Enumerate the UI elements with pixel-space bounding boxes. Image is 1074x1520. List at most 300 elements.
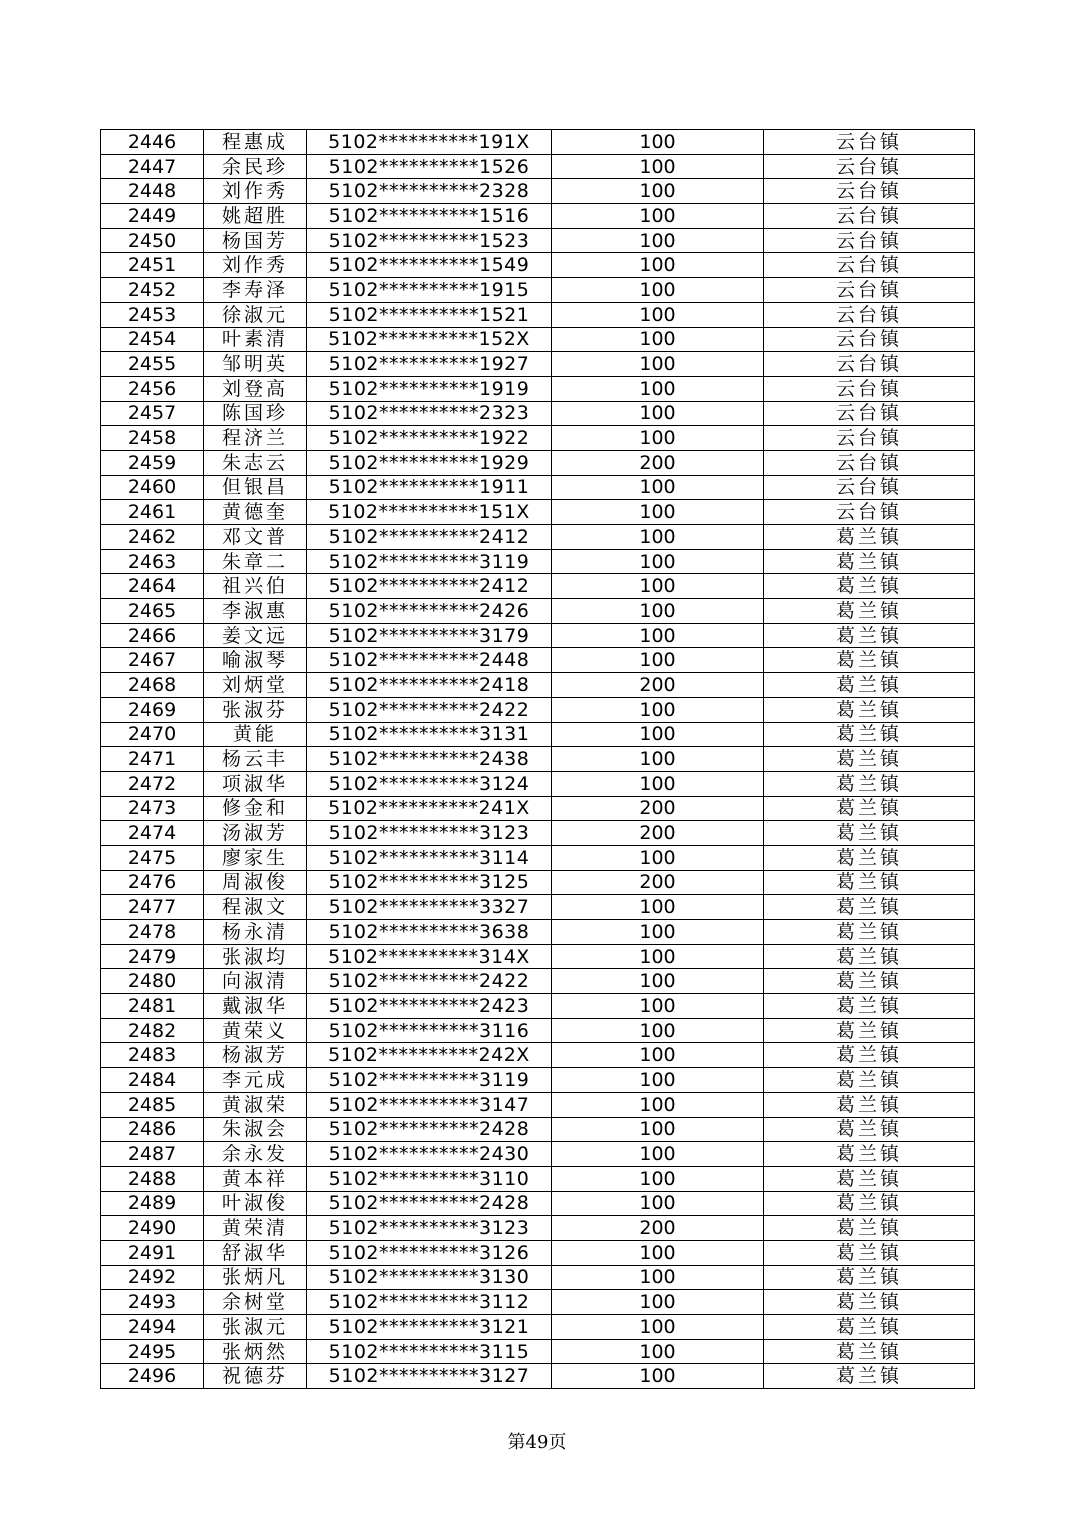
table-row bbox=[101, 1043, 975, 1068]
table-row bbox=[101, 228, 975, 253]
amount-cell: 100 bbox=[552, 352, 764, 377]
id-number-cell: 5102**********2422 bbox=[307, 697, 552, 722]
town-cell: 葛兰镇 bbox=[764, 1117, 975, 1142]
row-index-cell: 2457 bbox=[101, 401, 204, 426]
amount-cell: 100 bbox=[552, 525, 764, 550]
name-cell: 姜文远 bbox=[204, 623, 307, 648]
town-cell: 葛兰镇 bbox=[764, 549, 975, 574]
row-index-cell: 2461 bbox=[101, 500, 204, 525]
town-cell: 云台镇 bbox=[764, 327, 975, 352]
table-row bbox=[101, 130, 975, 155]
id-number-cell: 5102**********1927 bbox=[307, 352, 552, 377]
id-number-cell: 5102**********3115 bbox=[307, 1339, 552, 1364]
town-cell: 云台镇 bbox=[764, 426, 975, 451]
table-row bbox=[101, 747, 975, 772]
amount-cell: 100 bbox=[552, 574, 764, 599]
town-cell: 云台镇 bbox=[764, 500, 975, 525]
table-row bbox=[101, 1364, 975, 1389]
town-cell: 云台镇 bbox=[764, 450, 975, 475]
town-cell: 葛兰镇 bbox=[764, 845, 975, 870]
town-cell: 葛兰镇 bbox=[764, 771, 975, 796]
table-row bbox=[101, 204, 975, 229]
name-cell: 杨国芳 bbox=[204, 228, 307, 253]
table-row bbox=[101, 253, 975, 278]
id-number-cell: 5102**********3124 bbox=[307, 771, 552, 796]
row-index-cell: 2479 bbox=[101, 944, 204, 969]
town-cell: 葛兰镇 bbox=[764, 1290, 975, 1315]
name-cell: 周淑俊 bbox=[204, 870, 307, 895]
amount-cell: 100 bbox=[552, 154, 764, 179]
amount-cell: 100 bbox=[552, 1018, 764, 1043]
name-cell: 程济兰 bbox=[204, 426, 307, 451]
amount-cell: 100 bbox=[552, 1092, 764, 1117]
row-index-cell: 2458 bbox=[101, 426, 204, 451]
town-cell: 葛兰镇 bbox=[764, 673, 975, 698]
town-cell: 葛兰镇 bbox=[764, 1339, 975, 1364]
id-number-cell: 5102**********2423 bbox=[307, 994, 552, 1019]
name-cell: 廖家生 bbox=[204, 845, 307, 870]
table-row bbox=[101, 697, 975, 722]
amount-cell: 100 bbox=[552, 1364, 764, 1389]
amount-cell: 100 bbox=[552, 228, 764, 253]
id-number-cell: 5102**********2448 bbox=[307, 648, 552, 673]
name-cell: 黄荣清 bbox=[204, 1216, 307, 1241]
row-index-cell: 2455 bbox=[101, 352, 204, 377]
amount-cell: 100 bbox=[552, 401, 764, 426]
table-row bbox=[101, 969, 975, 994]
id-number-cell: 5102**********1915 bbox=[307, 278, 552, 303]
table-row bbox=[101, 648, 975, 673]
name-cell: 李淑惠 bbox=[204, 599, 307, 624]
name-cell: 舒淑华 bbox=[204, 1240, 307, 1265]
town-cell: 云台镇 bbox=[764, 154, 975, 179]
amount-cell: 100 bbox=[552, 500, 764, 525]
name-cell: 但银昌 bbox=[204, 475, 307, 500]
table-row bbox=[101, 426, 975, 451]
town-cell: 葛兰镇 bbox=[764, 969, 975, 994]
row-index-cell: 2478 bbox=[101, 920, 204, 945]
table-row bbox=[101, 1191, 975, 1216]
amount-cell: 100 bbox=[552, 204, 764, 229]
amount-cell: 100 bbox=[552, 599, 764, 624]
name-cell: 朱志云 bbox=[204, 450, 307, 475]
amount-cell: 100 bbox=[552, 944, 764, 969]
amount-cell: 100 bbox=[552, 1166, 764, 1191]
table-body bbox=[101, 130, 975, 1389]
row-index-cell: 2476 bbox=[101, 870, 204, 895]
table-row bbox=[101, 549, 975, 574]
town-cell: 葛兰镇 bbox=[764, 1216, 975, 1241]
row-index-cell: 2488 bbox=[101, 1166, 204, 1191]
name-cell: 刘登高 bbox=[204, 376, 307, 401]
amount-cell: 100 bbox=[552, 1043, 764, 1068]
amount-cell: 200 bbox=[552, 796, 764, 821]
town-cell: 葛兰镇 bbox=[764, 870, 975, 895]
table-row bbox=[101, 1068, 975, 1093]
name-cell: 张淑元 bbox=[204, 1315, 307, 1340]
row-index-cell: 2459 bbox=[101, 450, 204, 475]
name-cell: 杨云丰 bbox=[204, 747, 307, 772]
id-number-cell: 5102**********1911 bbox=[307, 475, 552, 500]
row-index-cell: 2460 bbox=[101, 475, 204, 500]
amount-cell: 100 bbox=[552, 771, 764, 796]
amount-cell: 100 bbox=[552, 376, 764, 401]
name-cell: 徐淑元 bbox=[204, 302, 307, 327]
town-cell: 葛兰镇 bbox=[764, 1166, 975, 1191]
table-row bbox=[101, 623, 975, 648]
town-cell: 葛兰镇 bbox=[764, 1315, 975, 1340]
id-number-cell: 5102**********3114 bbox=[307, 845, 552, 870]
town-cell: 云台镇 bbox=[764, 130, 975, 155]
amount-cell: 100 bbox=[552, 278, 764, 303]
row-index-cell: 2490 bbox=[101, 1216, 204, 1241]
row-index-cell: 2463 bbox=[101, 549, 204, 574]
row-index-cell: 2450 bbox=[101, 228, 204, 253]
row-index-cell: 2495 bbox=[101, 1339, 204, 1364]
town-cell: 葛兰镇 bbox=[764, 920, 975, 945]
data-table bbox=[100, 129, 975, 1389]
amount-cell: 100 bbox=[552, 130, 764, 155]
id-number-cell: 5102**********1929 bbox=[307, 450, 552, 475]
row-index-cell: 2496 bbox=[101, 1364, 204, 1389]
name-cell: 汤淑芳 bbox=[204, 821, 307, 846]
amount-cell: 100 bbox=[552, 747, 764, 772]
name-cell: 余永发 bbox=[204, 1142, 307, 1167]
town-cell: 云台镇 bbox=[764, 401, 975, 426]
table-row bbox=[101, 450, 975, 475]
amount-cell: 100 bbox=[552, 1240, 764, 1265]
row-index-cell: 2471 bbox=[101, 747, 204, 772]
table-row bbox=[101, 376, 975, 401]
town-cell: 葛兰镇 bbox=[764, 648, 975, 673]
name-cell: 黄淑荣 bbox=[204, 1092, 307, 1117]
id-number-cell: 5102**********2328 bbox=[307, 179, 552, 204]
name-cell: 程惠成 bbox=[204, 130, 307, 155]
id-number-cell: 5102**********3126 bbox=[307, 1240, 552, 1265]
name-cell: 陈国珍 bbox=[204, 401, 307, 426]
amount-cell: 100 bbox=[552, 895, 764, 920]
row-index-cell: 2477 bbox=[101, 895, 204, 920]
id-number-cell: 5102**********2430 bbox=[307, 1142, 552, 1167]
amount-cell: 100 bbox=[552, 179, 764, 204]
name-cell: 杨永清 bbox=[204, 920, 307, 945]
id-number-cell: 5102**********191X bbox=[307, 130, 552, 155]
amount-cell: 100 bbox=[552, 1339, 764, 1364]
row-index-cell: 2456 bbox=[101, 376, 204, 401]
amount-cell: 100 bbox=[552, 1068, 764, 1093]
id-number-cell: 5102**********3147 bbox=[307, 1092, 552, 1117]
table-row bbox=[101, 1117, 975, 1142]
row-index-cell: 2454 bbox=[101, 327, 204, 352]
id-number-cell: 5102**********3123 bbox=[307, 821, 552, 846]
row-index-cell: 2464 bbox=[101, 574, 204, 599]
amount-cell: 100 bbox=[552, 327, 764, 352]
table-row bbox=[101, 673, 975, 698]
town-cell: 葛兰镇 bbox=[764, 1265, 975, 1290]
row-index-cell: 2466 bbox=[101, 623, 204, 648]
name-cell: 邓文普 bbox=[204, 525, 307, 550]
amount-cell: 100 bbox=[552, 475, 764, 500]
town-cell: 葛兰镇 bbox=[764, 747, 975, 772]
amount-cell: 100 bbox=[552, 1142, 764, 1167]
town-cell: 葛兰镇 bbox=[764, 1191, 975, 1216]
amount-cell: 100 bbox=[552, 1265, 764, 1290]
id-number-cell: 5102**********3119 bbox=[307, 549, 552, 574]
id-number-cell: 5102**********3110 bbox=[307, 1166, 552, 1191]
town-cell: 葛兰镇 bbox=[764, 722, 975, 747]
table-row bbox=[101, 179, 975, 204]
row-index-cell: 2449 bbox=[101, 204, 204, 229]
row-index-cell: 2452 bbox=[101, 278, 204, 303]
row-index-cell: 2493 bbox=[101, 1290, 204, 1315]
amount-cell: 100 bbox=[552, 426, 764, 451]
id-number-cell: 5102**********241X bbox=[307, 796, 552, 821]
amount-cell: 200 bbox=[552, 450, 764, 475]
row-index-cell: 2470 bbox=[101, 722, 204, 747]
name-cell: 余民珍 bbox=[204, 154, 307, 179]
table-row bbox=[101, 1265, 975, 1290]
amount-cell: 100 bbox=[552, 623, 764, 648]
id-number-cell: 5102**********1919 bbox=[307, 376, 552, 401]
amount-cell: 100 bbox=[552, 1117, 764, 1142]
town-cell: 葛兰镇 bbox=[764, 1043, 975, 1068]
id-number-cell: 5102**********3127 bbox=[307, 1364, 552, 1389]
id-number-cell: 5102**********3123 bbox=[307, 1216, 552, 1241]
row-index-cell: 2491 bbox=[101, 1240, 204, 1265]
amount-cell: 100 bbox=[552, 1191, 764, 1216]
table-row bbox=[101, 895, 975, 920]
amount-cell: 100 bbox=[552, 1290, 764, 1315]
id-number-cell: 5102**********3179 bbox=[307, 623, 552, 648]
row-index-cell: 2468 bbox=[101, 673, 204, 698]
town-cell: 云台镇 bbox=[764, 204, 975, 229]
id-number-cell: 5102**********3121 bbox=[307, 1315, 552, 1340]
name-cell: 朱章二 bbox=[204, 549, 307, 574]
amount-cell: 100 bbox=[552, 648, 764, 673]
town-cell: 云台镇 bbox=[764, 376, 975, 401]
row-index-cell: 2486 bbox=[101, 1117, 204, 1142]
id-number-cell: 5102**********2438 bbox=[307, 747, 552, 772]
row-index-cell: 2483 bbox=[101, 1043, 204, 1068]
amount-cell: 200 bbox=[552, 1216, 764, 1241]
row-index-cell: 2487 bbox=[101, 1142, 204, 1167]
town-cell: 葛兰镇 bbox=[764, 944, 975, 969]
table-row bbox=[101, 1018, 975, 1043]
row-index-cell: 2451 bbox=[101, 253, 204, 278]
amount-cell: 100 bbox=[552, 845, 764, 870]
name-cell: 黄荣义 bbox=[204, 1018, 307, 1043]
town-cell: 云台镇 bbox=[764, 253, 975, 278]
name-cell: 余树堂 bbox=[204, 1290, 307, 1315]
town-cell: 葛兰镇 bbox=[764, 525, 975, 550]
id-number-cell: 5102**********3327 bbox=[307, 895, 552, 920]
id-number-cell: 5102**********3116 bbox=[307, 1018, 552, 1043]
name-cell: 喻淑琴 bbox=[204, 648, 307, 673]
name-cell: 邹明英 bbox=[204, 352, 307, 377]
table-row bbox=[101, 525, 975, 550]
row-index-cell: 2465 bbox=[101, 599, 204, 624]
row-index-cell: 2492 bbox=[101, 1265, 204, 1290]
name-cell: 祝德芬 bbox=[204, 1364, 307, 1389]
row-index-cell: 2473 bbox=[101, 796, 204, 821]
town-cell: 云台镇 bbox=[764, 302, 975, 327]
table-row bbox=[101, 1092, 975, 1117]
row-index-cell: 2480 bbox=[101, 969, 204, 994]
name-cell: 张炳然 bbox=[204, 1339, 307, 1364]
town-cell: 葛兰镇 bbox=[764, 1018, 975, 1043]
amount-cell: 100 bbox=[552, 722, 764, 747]
row-index-cell: 2448 bbox=[101, 179, 204, 204]
table-row bbox=[101, 1315, 975, 1340]
amount-cell: 200 bbox=[552, 821, 764, 846]
name-cell: 朱淑会 bbox=[204, 1117, 307, 1142]
town-cell: 葛兰镇 bbox=[764, 994, 975, 1019]
name-cell: 祖兴伯 bbox=[204, 574, 307, 599]
table-row bbox=[101, 722, 975, 747]
id-number-cell: 5102**********2428 bbox=[307, 1117, 552, 1142]
id-number-cell: 5102**********2412 bbox=[307, 525, 552, 550]
amount-cell: 100 bbox=[552, 549, 764, 574]
amount-cell: 100 bbox=[552, 302, 764, 327]
id-number-cell: 5102**********2428 bbox=[307, 1191, 552, 1216]
page-number: 第49页 bbox=[507, 1432, 567, 1453]
town-cell: 葛兰镇 bbox=[764, 1068, 975, 1093]
town-cell: 葛兰镇 bbox=[764, 1092, 975, 1117]
name-cell: 戴淑华 bbox=[204, 994, 307, 1019]
amount-cell: 200 bbox=[552, 870, 764, 895]
amount-cell: 200 bbox=[552, 673, 764, 698]
row-index-cell: 2482 bbox=[101, 1018, 204, 1043]
id-number-cell: 5102**********2412 bbox=[307, 574, 552, 599]
name-cell: 刘作秀 bbox=[204, 253, 307, 278]
town-cell: 葛兰镇 bbox=[764, 821, 975, 846]
row-index-cell: 2485 bbox=[101, 1092, 204, 1117]
id-number-cell: 5102**********242X bbox=[307, 1043, 552, 1068]
amount-cell: 100 bbox=[552, 920, 764, 945]
name-cell: 张淑均 bbox=[204, 944, 307, 969]
table-row bbox=[101, 944, 975, 969]
amount-cell: 100 bbox=[552, 994, 764, 1019]
id-number-cell: 5102**********3112 bbox=[307, 1290, 552, 1315]
table-row bbox=[101, 500, 975, 525]
town-cell: 葛兰镇 bbox=[764, 697, 975, 722]
town-cell: 云台镇 bbox=[764, 278, 975, 303]
row-index-cell: 2484 bbox=[101, 1068, 204, 1093]
table-row bbox=[101, 870, 975, 895]
table-row bbox=[101, 771, 975, 796]
table-row bbox=[101, 475, 975, 500]
id-number-cell: 5102**********1922 bbox=[307, 426, 552, 451]
name-cell: 叶淑俊 bbox=[204, 1191, 307, 1216]
table-row bbox=[101, 302, 975, 327]
table-row bbox=[101, 278, 975, 303]
row-index-cell: 2446 bbox=[101, 130, 204, 155]
table-row bbox=[101, 994, 975, 1019]
id-number-cell: 5102**********151X bbox=[307, 500, 552, 525]
name-cell: 黄能 bbox=[204, 722, 307, 747]
row-index-cell: 2472 bbox=[101, 771, 204, 796]
name-cell: 张淑芬 bbox=[204, 697, 307, 722]
name-cell: 刘作秀 bbox=[204, 179, 307, 204]
name-cell: 程淑文 bbox=[204, 895, 307, 920]
id-number-cell: 5102**********314X bbox=[307, 944, 552, 969]
amount-cell: 100 bbox=[552, 969, 764, 994]
id-number-cell: 5102**********2422 bbox=[307, 969, 552, 994]
id-number-cell: 5102**********2418 bbox=[307, 673, 552, 698]
name-cell: 项淑华 bbox=[204, 771, 307, 796]
table-row bbox=[101, 574, 975, 599]
name-cell: 黄本祥 bbox=[204, 1166, 307, 1191]
town-cell: 云台镇 bbox=[764, 352, 975, 377]
name-cell: 李寿泽 bbox=[204, 278, 307, 303]
row-index-cell: 2481 bbox=[101, 994, 204, 1019]
id-number-cell: 5102**********1523 bbox=[307, 228, 552, 253]
town-cell: 葛兰镇 bbox=[764, 796, 975, 821]
row-index-cell: 2494 bbox=[101, 1315, 204, 1340]
name-cell: 李元成 bbox=[204, 1068, 307, 1093]
town-cell: 葛兰镇 bbox=[764, 895, 975, 920]
table-row bbox=[101, 401, 975, 426]
row-index-cell: 2447 bbox=[101, 154, 204, 179]
table-row bbox=[101, 1240, 975, 1265]
id-number-cell: 5102**********1549 bbox=[307, 253, 552, 278]
table-row bbox=[101, 1166, 975, 1191]
id-number-cell: 5102**********1521 bbox=[307, 302, 552, 327]
table-row bbox=[101, 796, 975, 821]
name-cell: 修金和 bbox=[204, 796, 307, 821]
table-row bbox=[101, 352, 975, 377]
id-number-cell: 5102**********2323 bbox=[307, 401, 552, 426]
row-index-cell: 2462 bbox=[101, 525, 204, 550]
table-row bbox=[101, 154, 975, 179]
name-cell: 向淑清 bbox=[204, 969, 307, 994]
id-number-cell: 5102**********3638 bbox=[307, 920, 552, 945]
amount-cell: 100 bbox=[552, 697, 764, 722]
table-row bbox=[101, 845, 975, 870]
town-cell: 云台镇 bbox=[764, 228, 975, 253]
table-row bbox=[101, 599, 975, 624]
row-index-cell: 2474 bbox=[101, 821, 204, 846]
town-cell: 云台镇 bbox=[764, 475, 975, 500]
table-row bbox=[101, 1216, 975, 1241]
table-row bbox=[101, 1142, 975, 1167]
name-cell: 张炳凡 bbox=[204, 1265, 307, 1290]
id-number-cell: 5102**********2426 bbox=[307, 599, 552, 624]
town-cell: 葛兰镇 bbox=[764, 623, 975, 648]
id-number-cell: 5102**********3130 bbox=[307, 1265, 552, 1290]
row-index-cell: 2469 bbox=[101, 697, 204, 722]
table-row bbox=[101, 327, 975, 352]
row-index-cell: 2453 bbox=[101, 302, 204, 327]
id-number-cell: 5102**********3119 bbox=[307, 1068, 552, 1093]
amount-cell: 100 bbox=[552, 253, 764, 278]
table-row bbox=[101, 1290, 975, 1315]
town-cell: 葛兰镇 bbox=[764, 574, 975, 599]
name-cell: 姚超胜 bbox=[204, 204, 307, 229]
id-number-cell: 5102**********152X bbox=[307, 327, 552, 352]
id-number-cell: 5102**********1516 bbox=[307, 204, 552, 229]
town-cell: 葛兰镇 bbox=[764, 1364, 975, 1389]
name-cell: 叶素清 bbox=[204, 327, 307, 352]
id-number-cell: 5102**********3125 bbox=[307, 870, 552, 895]
row-index-cell: 2475 bbox=[101, 845, 204, 870]
id-number-cell: 5102**********3131 bbox=[307, 722, 552, 747]
table-row bbox=[101, 821, 975, 846]
amount-cell: 100 bbox=[552, 1315, 764, 1340]
table-row bbox=[101, 1339, 975, 1364]
table-row bbox=[101, 920, 975, 945]
town-cell: 葛兰镇 bbox=[764, 1142, 975, 1167]
